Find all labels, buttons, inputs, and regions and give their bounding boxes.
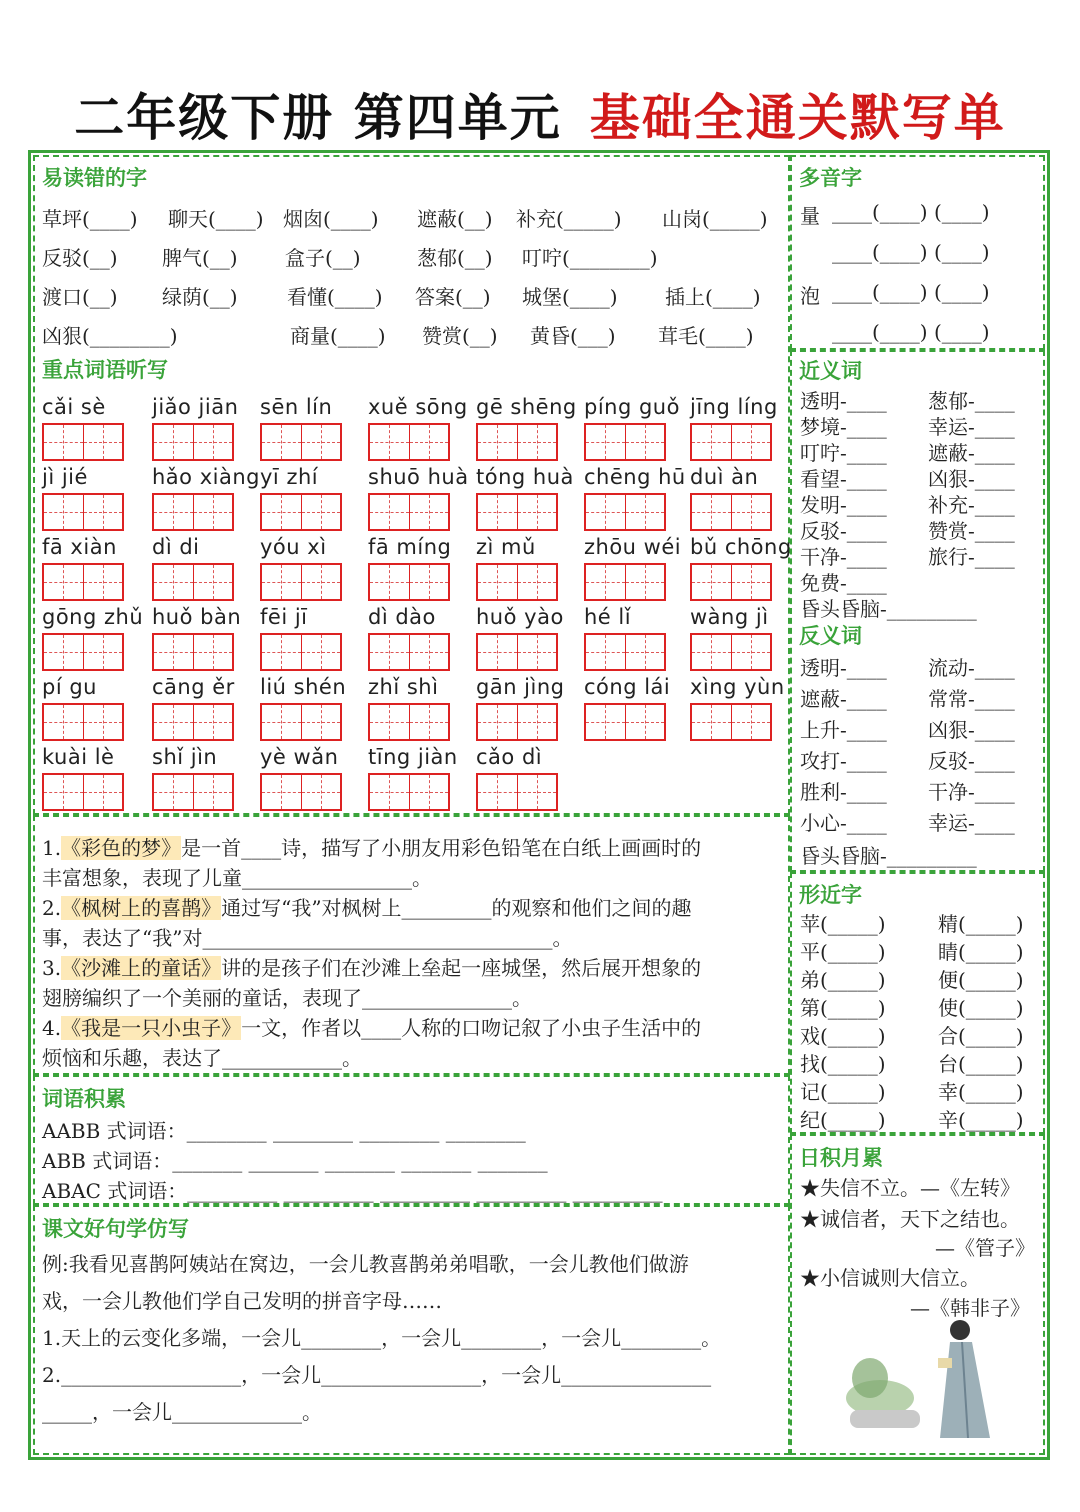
pinyin-label: dì dào [368, 605, 436, 629]
antonym-item: 反驳-____ [928, 749, 1015, 773]
writing-grid[interactable] [42, 773, 124, 811]
writing-grid[interactable] [260, 703, 342, 741]
writing-grid[interactable] [152, 493, 234, 531]
reading-q1-cont: 丰富想象，表现了儿童_________________。 [42, 866, 432, 890]
pinyin-label: gān jìng [476, 675, 565, 699]
pinyin-label: fā xiàn [42, 535, 117, 559]
writing-grid[interactable] [476, 493, 558, 531]
reading-q4: 4.《我是一只小虫子》一文，作者以____人称的口吻记叙了小虫子生活中的 [42, 1016, 702, 1040]
syn-title: 近义词 [799, 359, 862, 383]
antonym-item: 小心-____ [800, 811, 887, 835]
synonym-item: 赞赏-____ [928, 519, 1015, 543]
writing-grid[interactable] [368, 703, 450, 741]
antonym-item: 流动-____ [928, 656, 1015, 680]
daily-title: 日积月累 [799, 1146, 883, 1170]
imitate-line-2: 2.__________________，一会儿________________，一会儿_______________ [42, 1363, 712, 1387]
imitate-line-1: 1.天上的云变化多端，一会儿________，一会儿________，一会儿________。 [42, 1326, 722, 1350]
writing-grid[interactable] [368, 633, 450, 671]
pinyin-label: hǎo xiàng [152, 465, 260, 489]
pinyin-label: bǔ chōng [690, 535, 792, 559]
imitate-example-cont: 戏，一会儿教他们学自己发明的拼音字母…… [42, 1289, 442, 1313]
antonym-item: 上升-____ [800, 718, 887, 742]
writing-grid[interactable] [42, 563, 124, 601]
pinyin-label: gē shēng [476, 395, 577, 419]
pinyin-label: yī zhí [260, 465, 319, 489]
pinyin-label: xuě sōng [368, 395, 468, 419]
easy-word: 茸毛(____) [658, 324, 754, 348]
easy-title: 易读错的字 [42, 166, 147, 190]
writing-grid[interactable] [584, 703, 666, 741]
similar-char-item: 平(_____) [800, 940, 886, 964]
daily-quote-2-source: —《管子》 [935, 1236, 1035, 1260]
pinyin-label: fēi jī [260, 605, 308, 629]
easy-word: 遮蔽(__) [417, 207, 493, 231]
similar-char-item: 幸(_____) [938, 1080, 1024, 1104]
pinyin-label: sēn lín [260, 395, 333, 419]
writing-grid[interactable] [476, 703, 558, 741]
writing-grid[interactable] [152, 423, 234, 461]
writing-grid[interactable] [260, 493, 342, 531]
easy-word: 脾气(__) [162, 246, 238, 270]
poly-blank: ____(____) (____) [832, 320, 990, 344]
writing-grid[interactable] [152, 563, 234, 601]
writing-grid[interactable] [584, 633, 666, 671]
pinyin-label: cǎo dì [476, 745, 543, 769]
synonym-item: 幸运-____ [928, 415, 1015, 439]
easy-word: 城堡(____) [522, 285, 618, 309]
easy-word: 山岗(_____) [662, 207, 768, 231]
synonym-item: 梦境-____ [800, 415, 887, 439]
reading-q2-cont: 事，表达了“我”对___________________________________。 [42, 926, 573, 950]
writing-grid[interactable] [476, 423, 558, 461]
similar-char-item: 使(_____) [938, 996, 1024, 1020]
writing-grid[interactable] [368, 773, 450, 811]
antonym-item: 幸运-____ [928, 811, 1015, 835]
pinyin-label: jì jié [42, 465, 88, 489]
accum-title: 词语积累 [42, 1087, 126, 1111]
imitate-example: 例:我看见喜鹊阿姨站在窝边，一会儿教喜鹊弟弟唱歌，一会儿教他们做游 [42, 1252, 689, 1276]
pinyin-label: hé lǐ [584, 605, 632, 629]
writing-grid[interactable] [152, 703, 234, 741]
writing-grid[interactable] [368, 493, 450, 531]
pinyin-label: huǒ bàn [152, 605, 242, 629]
easy-word: 盒子(__) [285, 246, 361, 270]
pinyin-label: cǎi sè [42, 395, 106, 419]
pinyin-label: jīng líng [690, 395, 778, 419]
pinyin-label: chēng hū [584, 465, 686, 489]
writing-grid[interactable] [476, 633, 558, 671]
pinyin-label: zhōu wéi [584, 535, 682, 559]
writing-grid[interactable] [476, 773, 558, 811]
pinyin-label: liú shén [260, 675, 347, 699]
reading-q4-cont: 烦恼和乐趣，表达了____________。 [42, 1046, 362, 1070]
easy-word: 赞赏(__) [422, 324, 498, 348]
scholar-illustration [840, 1318, 1040, 1450]
easy-word: 看懂(____) [287, 285, 383, 309]
poly-blank: ____(____) (____) [832, 200, 990, 224]
daily-quote-2: ★诚信者，天下之结也。 [800, 1207, 1020, 1231]
antonym-item: 昏头昏脑-_________ [800, 844, 977, 868]
synonym-item: 发明-____ [800, 493, 887, 517]
dictation-title: 重点词语听写 [42, 358, 168, 382]
pinyin-label: wàng jì [690, 605, 769, 629]
writing-grid[interactable] [42, 423, 124, 461]
accum-abac: ABAC 式词语：_________ _________ _________ _________ _________ [42, 1179, 663, 1203]
pinyin-label: tīng jiàn [368, 745, 458, 769]
easy-word: 聊天(____) [168, 207, 264, 231]
antonym-item: 透明-____ [800, 656, 887, 680]
pinyin-label: cóng lái [584, 675, 671, 699]
pinyin-label: shǐ jìn [152, 745, 218, 769]
similar-char-item: 合(_____) [938, 1024, 1024, 1048]
daily-quote-1: ★失信不立。—《左转》 [800, 1176, 1020, 1200]
antonym-item: 常常-____ [928, 687, 1015, 711]
synonym-item: 凶狠-____ [928, 467, 1015, 491]
writing-grid[interactable] [584, 423, 666, 461]
writing-grid[interactable] [152, 773, 234, 811]
writing-grid[interactable] [260, 773, 342, 811]
writing-grid[interactable] [260, 423, 342, 461]
easy-word: 叮咛(________) [522, 246, 658, 270]
easy-word: 商量(____) [290, 324, 386, 348]
accum-aabb: AABB 式词语：________ ________ ________ ________ [42, 1119, 526, 1143]
easy-word: 黄昏(___) [530, 324, 616, 348]
page-title: 二年级下册 第四单元 基础全通关默写单 [74, 89, 1006, 147]
easy-word: 烟囱(____) [283, 207, 379, 231]
easy-word: 葱郁(__) [417, 246, 493, 270]
antonym-item: 遮蔽-____ [800, 687, 887, 711]
synonym-item: 葱郁-____ [928, 389, 1015, 413]
writing-grid[interactable] [42, 493, 124, 531]
writing-grid[interactable] [690, 563, 772, 601]
pinyin-label: yóu xì [260, 535, 327, 559]
ant-title: 反义词 [799, 624, 862, 648]
pinyin-label: kuài lè [42, 745, 115, 769]
daily-quote-3: ★小信诚则大信立。 [800, 1266, 980, 1290]
pinyin-label: jiǎo jiān [152, 395, 239, 419]
writing-grid[interactable] [42, 633, 124, 671]
synonym-item: 免费-____ [800, 571, 887, 595]
reading-q2: 2.《枫树上的喜鹊》通过写“我”对枫树上_________的观察和他们之间的趣 [42, 896, 692, 920]
easy-word: 补充(_____) [516, 207, 622, 231]
pinyin-label: pí gu [42, 675, 97, 699]
synonym-item: 看望-____ [800, 467, 887, 491]
easy-word: 答案(__) [415, 285, 491, 309]
writing-grid[interactable] [152, 633, 234, 671]
writing-grid[interactable] [690, 703, 772, 741]
poly-blank: ____(____) (____) [832, 280, 990, 304]
similar-char-item: 第(_____) [800, 996, 886, 1020]
reading-q1: 1.《彩色的梦》是一首____诗，描写了小朋友用彩色铅笔在白纸上画画时的 [42, 836, 702, 860]
synonym-item: 叮咛-____ [800, 441, 887, 465]
pinyin-label: tóng huà [476, 465, 574, 489]
antonym-item: 攻打-____ [800, 749, 887, 773]
similar-char-item: 戏(_____) [800, 1024, 886, 1048]
similar-char-item: 弟(_____) [800, 968, 886, 992]
similar-char-item: 睛(_____) [938, 940, 1024, 964]
accum-abb: ABB 式词语：_______ _______ _______ _______ _______ [42, 1149, 548, 1173]
writing-grid[interactable] [584, 563, 666, 601]
easy-word: 绿荫(__) [162, 285, 238, 309]
pinyin-label: píng guǒ [584, 395, 680, 419]
pinyin-label: huǒ yào [476, 605, 564, 629]
daily-quote-3-source: —《韩非子》 [910, 1296, 1030, 1320]
imitate-line-3: _____，一会儿_____________。 [42, 1400, 322, 1424]
pinyin-label: shuō huà [368, 465, 469, 489]
antonym-item: 凶狠-____ [928, 718, 1015, 742]
similar-char-item: 纪(_____) [800, 1108, 886, 1132]
synonym-item: 透明-____ [800, 389, 887, 413]
reading-q3: 3.《沙滩上的童话》讲的是孩子们在沙滩上垒起一座城堡，然后展开想象的 [42, 956, 702, 980]
synonym-item: 遮蔽-____ [928, 441, 1015, 465]
similar-char-item: 苹(_____) [800, 912, 886, 936]
pinyin-label: zì mǔ [476, 535, 536, 559]
poly-char-1: 量 [800, 204, 820, 228]
writing-grid[interactable] [368, 563, 450, 601]
easy-word: 草坪(____) [42, 207, 138, 231]
easy-word: 反驳(__) [42, 246, 118, 270]
similar-char-item: 精(_____) [938, 912, 1024, 936]
pinyin-label: zhǐ shì [368, 675, 439, 699]
synonym-item: 旅行-____ [928, 545, 1015, 569]
poly-title: 多音字 [799, 166, 862, 190]
antonym-item: 胜利-____ [800, 780, 887, 804]
writing-grid[interactable] [690, 493, 772, 531]
similar-title: 形近字 [799, 883, 862, 907]
imitate-title: 课文好句学仿写 [42, 1217, 189, 1241]
easy-word: 凶狠(________) [42, 324, 178, 348]
reading-q3-cont: 翅膀编织了一个美丽的童话，表现了_______________。 [42, 986, 532, 1010]
pinyin-label: duì àn [690, 465, 759, 489]
pinyin-label: xìng yùn [690, 675, 785, 699]
pinyin-label: fā míng [368, 535, 452, 559]
writing-grid[interactable] [260, 563, 342, 601]
writing-grid[interactable] [368, 423, 450, 461]
pinyin-label: yè wǎn [260, 745, 339, 769]
writing-grid[interactable] [476, 563, 558, 601]
synonym-item: 反驳-____ [800, 519, 887, 543]
similar-char-item: 台(_____) [938, 1052, 1024, 1076]
similar-char-item: 辛(_____) [938, 1108, 1024, 1132]
pinyin-label: cāng ěr [152, 675, 235, 699]
easy-word: 渡口(__) [42, 285, 118, 309]
similar-char-item: 便(_____) [938, 968, 1024, 992]
writing-grid[interactable] [690, 423, 772, 461]
pinyin-label: gōng zhǔ [42, 605, 144, 629]
writing-grid[interactable] [42, 703, 124, 741]
poly-char-2: 泡 [800, 284, 820, 308]
synonym-item: 干净-____ [800, 545, 887, 569]
writing-grid[interactable] [260, 633, 342, 671]
poly-blank: ____(____) (____) [832, 240, 990, 264]
similar-char-item: 记(_____) [800, 1080, 886, 1104]
easy-word: 插上(____) [665, 285, 761, 309]
writing-grid[interactable] [690, 633, 772, 671]
synonym-item: 昏头昏脑-_________ [800, 597, 977, 621]
writing-grid[interactable] [584, 493, 666, 531]
pinyin-label: dì di [152, 535, 200, 559]
similar-char-item: 找(_____) [800, 1052, 886, 1076]
antonym-item: 干净-____ [928, 780, 1015, 804]
synonym-item: 补充-____ [928, 493, 1015, 517]
